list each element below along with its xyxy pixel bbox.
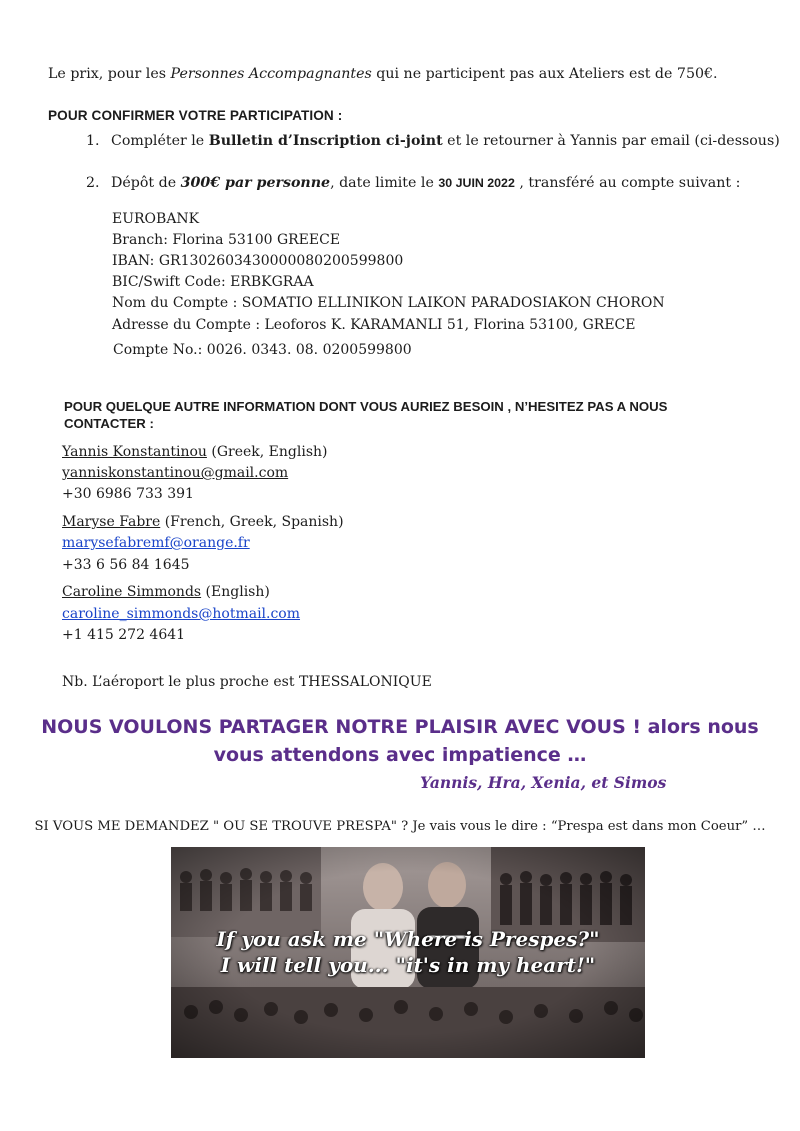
step-2-text-after: , transféré au compte suivant : — [514, 175, 741, 191]
step-2-deadline: 30 JUIN 2022 — [438, 176, 515, 190]
step-2-text-middle: , date limite le — [330, 175, 439, 191]
step-1 — [86, 133, 780, 153]
bank-branch: Branch: Florina 53100 GREECE — [112, 232, 341, 248]
prespa-question: SI VOUS ME DEMANDEZ " OU SE TROUVE PRESPA" ? Je vais vous le dire : “Prespa est dans mon Coeur” … — [34, 819, 766, 834]
photo-caption-line-1: If you ask me "Where is Prespes?" — [216, 927, 600, 951]
airport-note: Nb. L’aéroport le plus proche est THESSALONIQUE — [62, 674, 432, 690]
intro-text-before: Le prix, pour les — [48, 66, 171, 82]
contact-3-email-line — [62, 606, 300, 622]
bank-iban: IBAN: GR1302603430000080200599800 — [112, 253, 404, 269]
slogan-line-2: vous attendons avec impatience … — [213, 744, 587, 766]
contact-3-languages: (English) — [201, 584, 270, 600]
bank-bic: BIC/Swift Code: ERBKGRAA — [112, 274, 314, 290]
contact-2-email-line — [62, 535, 250, 551]
contact-2-languages: (French, Greek, Spanish) — [160, 514, 344, 530]
contact-3-email-link[interactable]: caroline_simmonds@hotmail.com — [62, 606, 301, 622]
contact-2-name: Maryse Fabre — [62, 514, 161, 530]
contact-1-name: Yannis Konstantinou — [62, 444, 207, 460]
step-1-text-after: et le retourner à Yannis par email (ci-dessous) — [442, 133, 780, 149]
contact-1-languages: (Greek, English) — [206, 444, 328, 460]
confirm-heading: POUR CONFIRMER VOTRE PARTICIPATION : — [48, 108, 343, 123]
intro-text-after: qui ne participent pas aux Ateliers est de 750€. — [371, 66, 718, 82]
contact-3-phone: +1 415 272 4641 — [62, 627, 186, 643]
contact-1-phone: +30 6986 733 391 — [62, 486, 194, 502]
contact-3-name: Caroline Simmonds — [62, 584, 202, 600]
contact-3-name-line — [62, 584, 270, 600]
step-2-text — [111, 175, 740, 191]
bank-account-name: Nom du Compte : SOMATIO ELLINIKON LAIKON PARADOSIAKON CHORON — [112, 295, 665, 311]
companion-price-text — [48, 66, 718, 82]
step-2-number: 2. — [86, 175, 100, 191]
contact-2-name-line — [62, 514, 344, 530]
bank-account-address: Adresse du Compte : Leoforos K. KARAMANLI 51, Florina 53100, GRECE — [112, 317, 636, 333]
bank-name: EUROBANK — [112, 211, 200, 227]
step-1-text — [111, 133, 780, 149]
contact-heading: POUR QUELQUE AUTRE INFORMATION DONT VOUS AURIEZ BESOIN , N’HESITEZ PAS A NOUS CONTACTER : — [64, 399, 668, 431]
bank-account-number: Compte No.: 0026. 0343. 08. 0200599800 — [113, 342, 412, 358]
slogan-line-1: NOUS VOULONS PARTAGER NOTRE PLAISIR AVEC VOUS ! alors nous — [41, 716, 759, 738]
step-2 — [86, 175, 766, 195]
contact-1-email-line — [62, 465, 288, 481]
contact-2-email-link[interactable]: marysefabremf@orange.fr — [62, 535, 250, 551]
contact-2-phone: +33 6 56 84 1645 — [62, 557, 190, 573]
prespa-photo-collage — [171, 847, 645, 1058]
intro-text-italic: Personnes Accompagnantes — [170, 66, 372, 82]
step-2-text-before: Dépôt de — [111, 175, 181, 191]
contact-1-email-link[interactable]: yanniskonstantinou@gmail.com — [62, 465, 289, 481]
step-1-number: 1. — [86, 133, 100, 149]
photo-caption-line-2: I will tell you... "it's in my heart!" — [220, 953, 596, 977]
step-1-bold: Bulletin d’Inscription ci-joint — [208, 133, 443, 149]
step-2-amount: 300€ par personne — [180, 175, 331, 191]
contact-1-name-line — [62, 444, 327, 460]
step-1-text-before: Compléter le — [111, 133, 209, 149]
signature: Yannis, Hra, Xenia, et Simos — [420, 773, 667, 792]
